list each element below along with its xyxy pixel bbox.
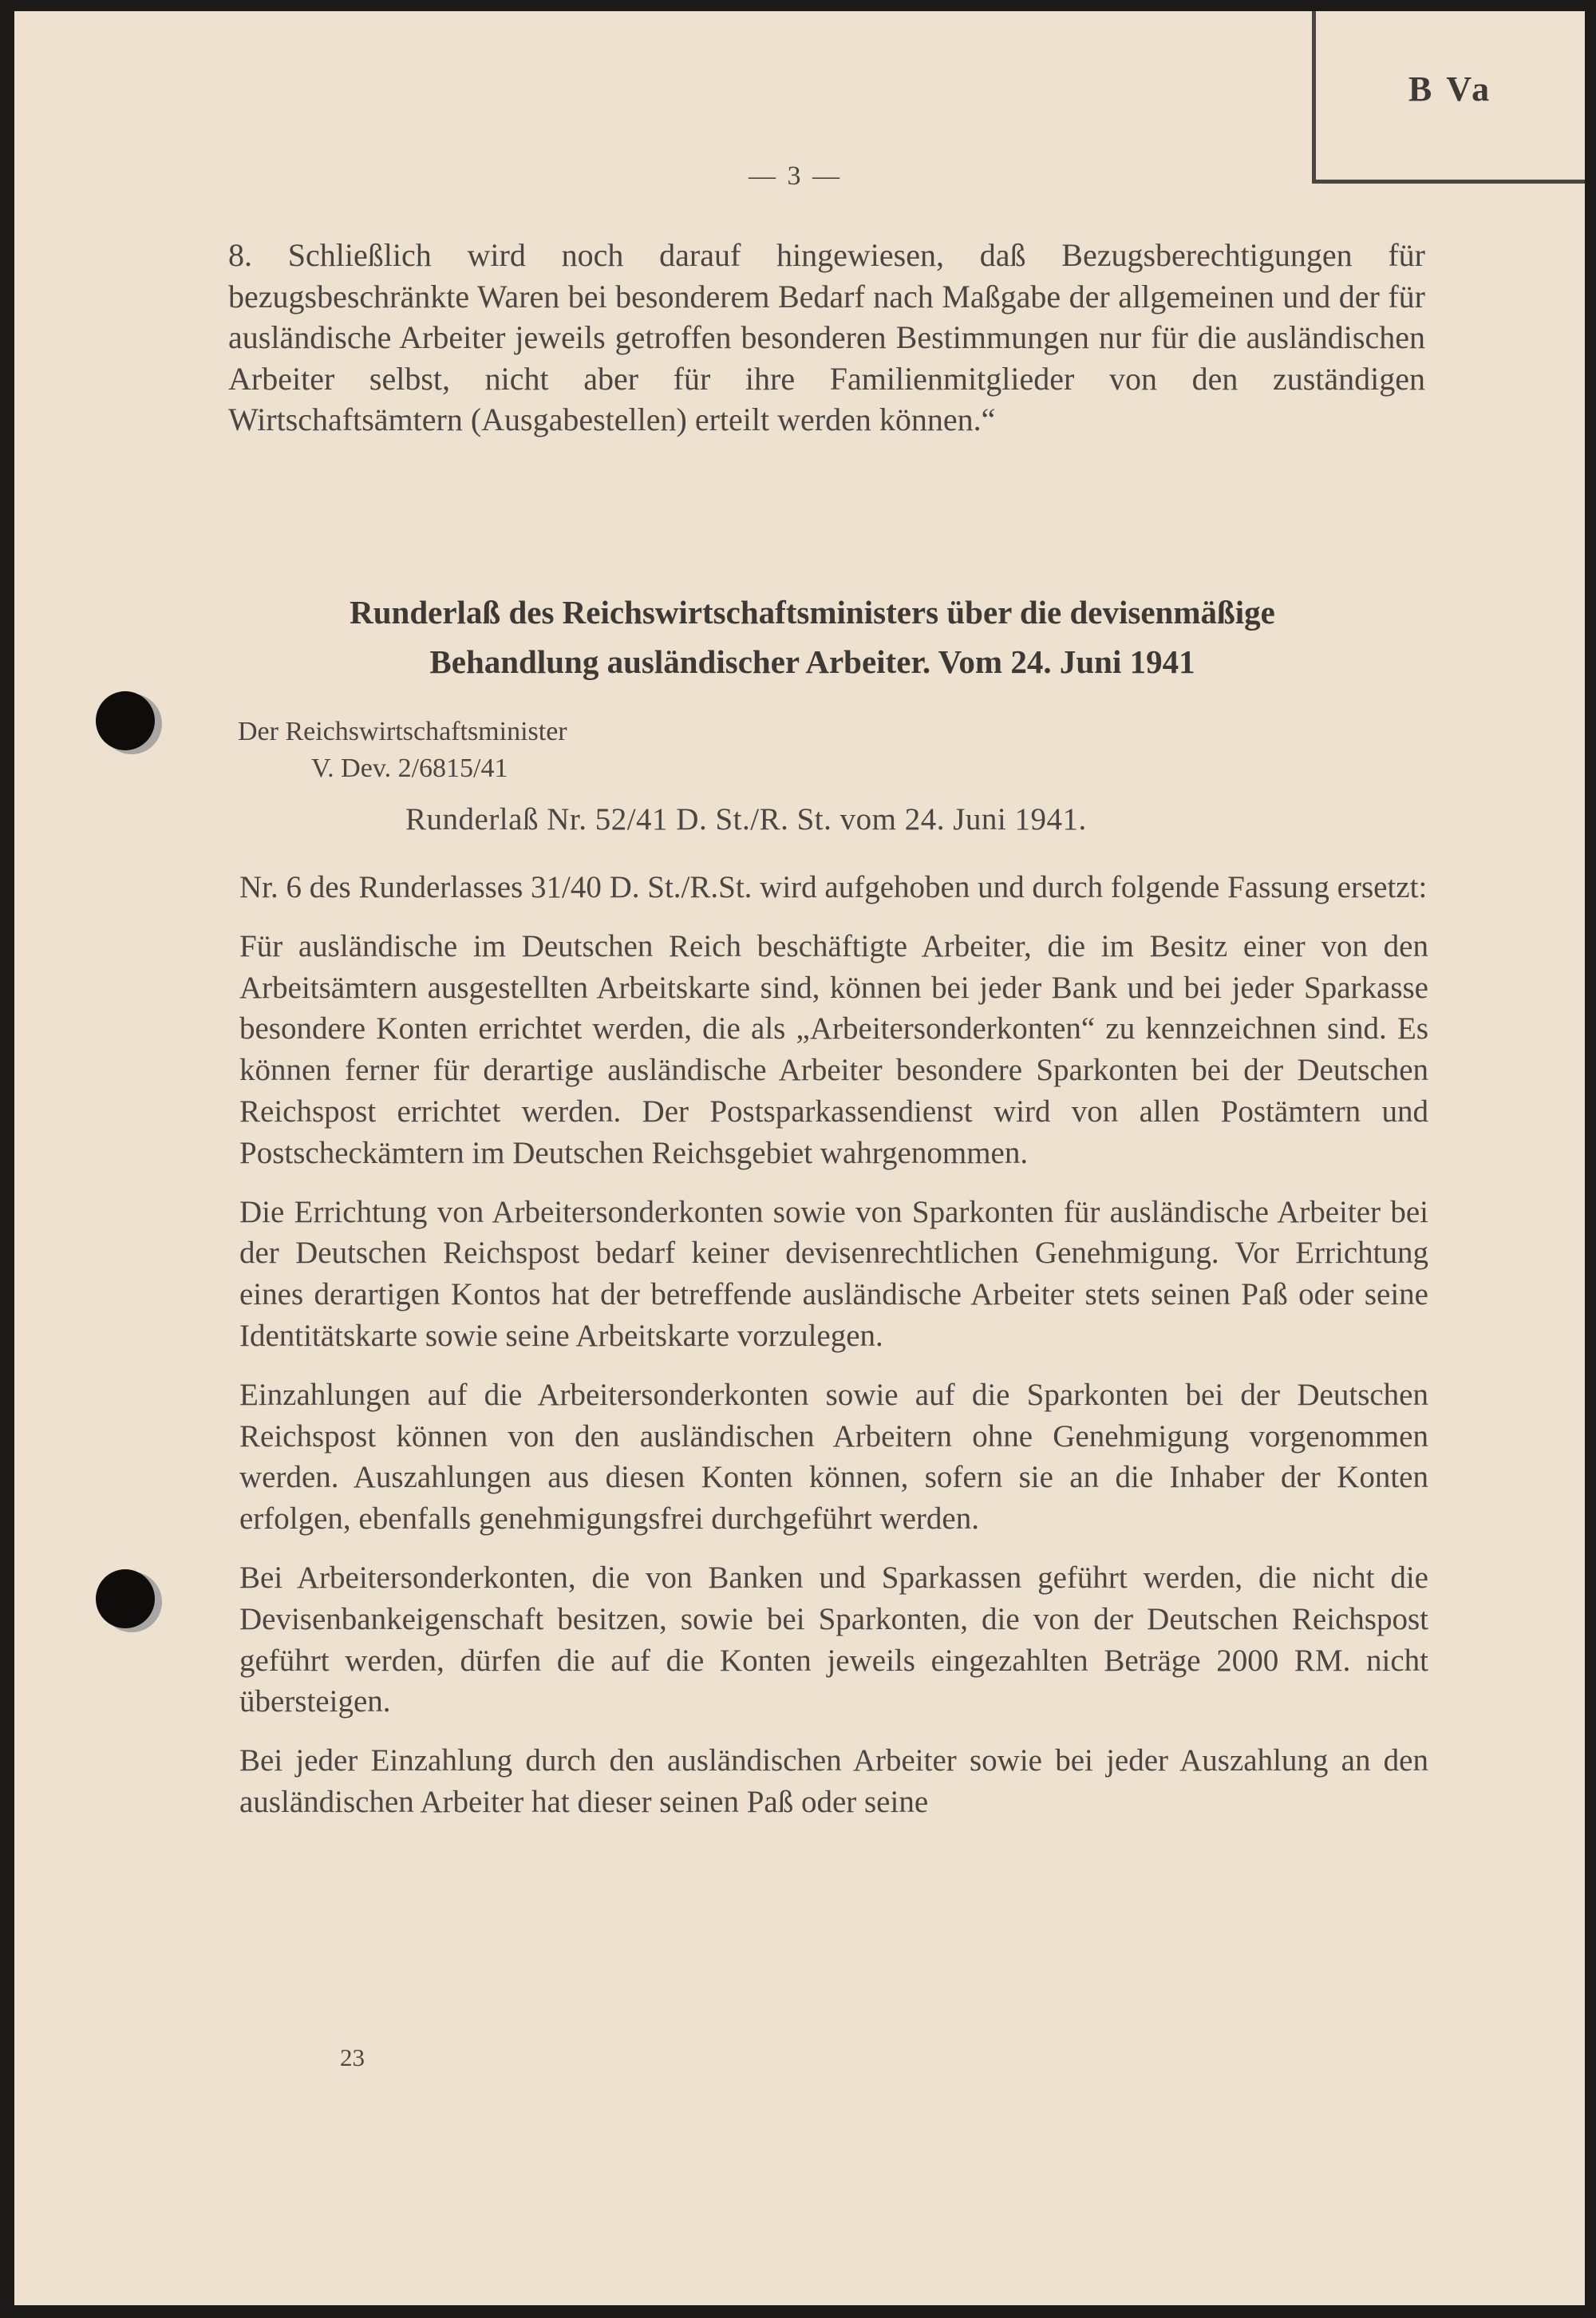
document-page: [14, 11, 1585, 2305]
decree-heading: [174, 587, 1451, 686]
body-paragraph: Bei Arbeitersonderkonten, die von Banken und Sparkassen geführt werden, die nicht die Devisenbankeigenschaft besitzen, sowie bei Sparkonten, die von der Deutschen Reichspost geführt werden, dürfen die auf die Konten jeweils eingezahlten Beträge 2000 RM. nicht übersteigen.: [239, 1560, 1428, 1719]
heading-line-1: Runderlaß des Reichswirtschaftsministers über die devisenmäßige: [350, 594, 1275, 631]
body-paragraph: Nr. 6 des Runderlasses 31/40 D. St./R.St. wird aufgehoben und durch folgende Fassung ersetzt:: [239, 870, 1428, 904]
decree-body: [239, 867, 1428, 1841]
body-paragraph: Bei jeder Einzahlung durch den ausländischen Arbeiter sowie bei jeder Auszahlung an den ausländischen Arbeiter hat dieser seinen Paß oder seine: [239, 1743, 1428, 1819]
sender-block: [238, 714, 567, 787]
sender-authority: Der Reichswirtschaftsminister: [238, 717, 567, 746]
sender-reference: V. Dev. 2/6815/41: [311, 754, 508, 783]
punch-hole-icon: [96, 1569, 155, 1628]
body-paragraph: Die Errichtung von Arbeitersonderkonten sowie von Sparkonten für ausländische Arbeiter bei der Deutschen Reichspost bedarf keiner devisenrechtlichen Genehmigung. Vor Errichtung eines derartigen Kontos hat der betreffende ausländische Arbeiter stets seinen Paß oder seine Identitätskarte sowie seine Arbeitskarte vorzulegen.: [239, 1194, 1428, 1353]
classification-stamp: [1312, 11, 1585, 184]
body-paragraph: Einzahlungen auf die Arbeitersonderkonten sowie auf die Sparkonten bei der Deutschen Reichspost können von den ausländischen Arbeitern ohne Genehmigung vorgenommen werden. Auszahlungen aus diesen Konten können, sofern sie an die Inhaber der Konten erfolgen, ebenfalls genehmigungsfrei durchgeführt werden.: [239, 1377, 1428, 1537]
ruling-reference: Runderlaß Nr. 52/41 D. St./R. St. vom 24. Juni 1941.: [405, 802, 1087, 837]
body-paragraph: Für ausländische im Deutschen Reich beschäftigte Arbeiter, die im Besitz einer von den Arbeitsämtern ausgestellten Arbeitskarte sind, können bei jeder Bank und bei jeder Sparkasse besondere Konten errichtet werden, die als „Arbeitersonderkonten“ zu kennzeichnen sind. Es können ferner für derartige ausländische Arbeiter besondere Sparkonten bei der Deutschen Reichspost errichtet werden. Der Postsparkassendienst wird von allen Postämtern und Postscheckämtern im Deutschen Reichsgebiet wahrgenommen.: [239, 928, 1428, 1170]
intro-paragraph: 8. Schließlich wird noch darauf hingewiesen, daß Bezugsberechtigungen für bezugsbeschränkte Waren bei besonderem Bedarf nach Maßgabe der allgemeinen und der für ausländische Arbeiter jeweils getroffen besonderen Bestimmungen nur für die ausländischen Arbeiter selbst, nicht aber für ihre Familienmitglieder von den zuständigen Wirtschaftsämtern (Ausgabestellen) erteilt werden können.“: [228, 237, 1425, 438]
punch-hole-icon: [96, 691, 155, 750]
heading-line-2: Behandlung ausländischer Arbeiter. Vom 24. Juni 1941: [429, 643, 1195, 680]
footer-number: 23: [340, 2043, 365, 2071]
stamp-label: B Va: [1408, 69, 1493, 109]
page-number: — 3 —: [749, 161, 842, 191]
